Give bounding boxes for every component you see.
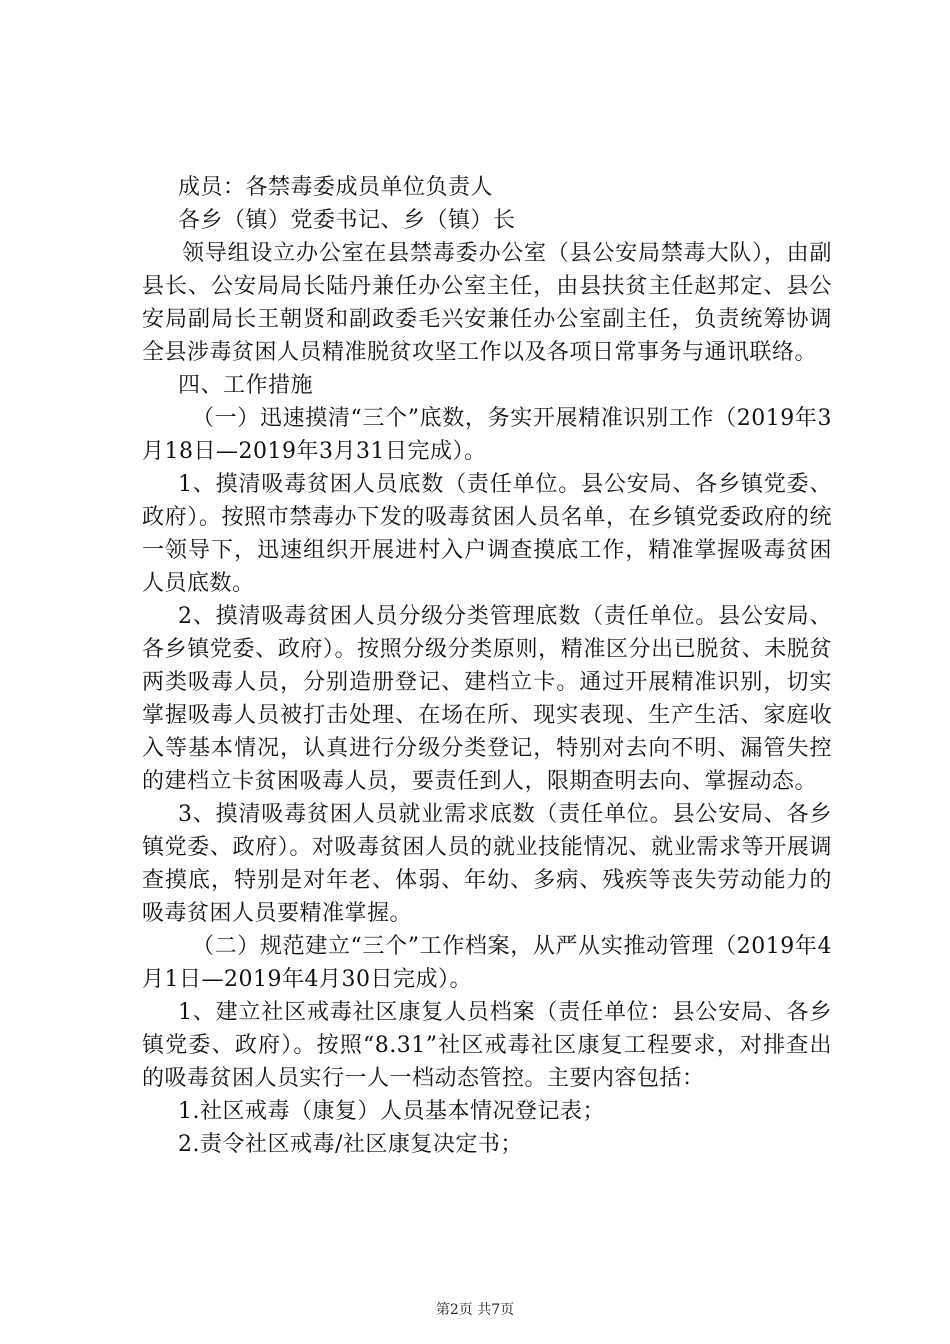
item-paragraph-2-1: 1、建立社区戒毒社区康复人员档案（责任单位：县公安局、各乡镇党委、政府）。按照“8.31”社区戒毒社区康复工程要求，对排查出的吸毒贫困人员实行一人一档动态管控。主要内容包括： — [142, 1000, 832, 1091]
members-line: 成员：各禁毒委成员单位负责人 — [178, 175, 494, 200]
list-item-registration-form: 1.社区戒毒（康复）人员基本情况登记表； — [178, 1099, 605, 1124]
members-line-townships: 各乡（镇）党委书记、乡（镇）长 — [178, 208, 516, 233]
section-heading-work-measures: 四、工作措施 — [178, 373, 314, 398]
document-body — [142, 171, 832, 1161]
list-item-decision-letter: 2.责令社区戒毒/社区康复决定书； — [178, 1132, 523, 1157]
item-paragraph-1-3: 3、摸清吸毒贫困人员就业需求底数（责任单位。县公安局、各乡镇党委、政府）。对吸毒贫困人员的就业技能情况、就业需求等开展调查摸底，特别是对年老、体弱、年幼、多病、残疾等丧失劳动能力的吸毒贫困人员要精准掌握。 — [142, 802, 832, 926]
subsection-heading-2: （二）规范建立“三个”工作档案，从严从实推动管理（2019年4月1日—2019年4月30日完成）。 — [142, 934, 832, 992]
item-paragraph-1-2: 2、摸清吸毒贫困人员分级分类管理底数（责任单位。县公安局、各乡镇党委、政府）。按照分级分类原则，精准区分出已脱贫、未脱贫两类吸毒人员，分别造册登记、建档立卡。通过开展精准识别，切实掌握吸毒人员被打击处理、在场在所、现实表现、生产生活、家庭收入等基本情况，认真进行分级分类登记，特别对去向不明、漏管失控的建档立卡贫困吸毒人员，要责任到人，限期查明去向、掌握动态。 — [142, 604, 832, 794]
subsection-heading-1: （一）迅速摸清“三个”底数，务实开展精准识别工作（2019年3月18日—2019年3月31日完成）。 — [142, 406, 832, 464]
page-number-footer: 第2页 共7页 — [435, 1302, 515, 1318]
item-paragraph-1-1: 1、摸清吸毒贫困人员底数（责任单位。县公安局、各乡镇党委、政府）。按照市禁毒办下发的吸毒贫困人员名单，在乡镇党委政府的统一领导下，迅速组织开展进村入户调查摸底工作，精准掌握吸毒贫困人员底数。 — [142, 472, 832, 596]
office-setup-paragraph: 领导组设立办公室在县禁毒委办公室（县公安局禁毒大队），由副县长、公安局局长陆丹兼任办公室主任，由县扶贫主任赵邦定、县公安局副局长王朝贤和副政委毛兴安兼任办公室副主任，负责统筹协调全县涉毒贫困人员精准脱贫攻坚工作以及各项日常事务与通讯联络。 — [142, 241, 832, 365]
